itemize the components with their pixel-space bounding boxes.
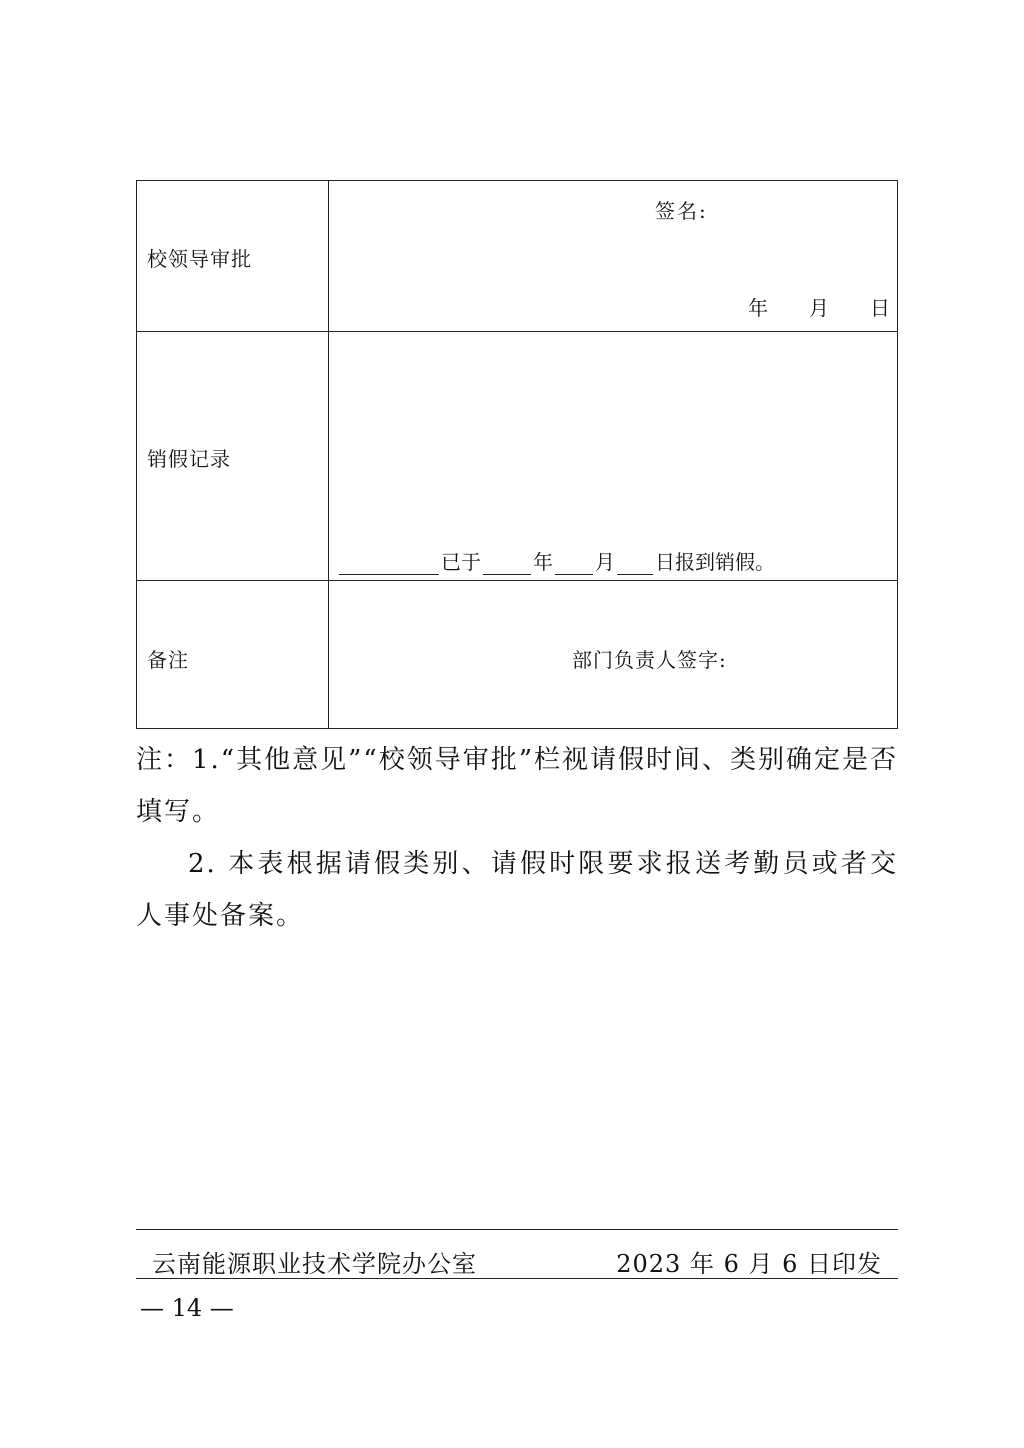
year-blank[interactable]: [483, 554, 531, 575]
day-blank[interactable]: [617, 554, 653, 575]
day-report-text: 日报到销假。: [655, 550, 775, 574]
name-blank[interactable]: [339, 554, 439, 575]
note-1: 注：1.“其他意见”“校领导审批”栏视请假时间、类别确定是否填写。: [136, 745, 898, 827]
signature-label: 签名:: [655, 199, 708, 223]
leave-cancel-record-line: [337, 546, 775, 575]
date-year: 年: [748, 296, 768, 320]
approval-label: 校领导审批: [147, 247, 252, 271]
footer-bottom-rule: [136, 1278, 898, 1279]
date-month: 月: [809, 296, 829, 320]
already-text: 已于: [441, 550, 481, 574]
month-blank[interactable]: [555, 554, 593, 575]
year-text: 年: [533, 550, 553, 574]
date-day: 日: [870, 296, 890, 320]
leave-cancel-label: 销假记录: [147, 447, 231, 471]
note-2: 2. 本表根据请假类别、请假时限要求报送考勤员或者交人事处备案。: [136, 849, 898, 931]
column-divider: [328, 581, 329, 728]
notes-section: [136, 734, 898, 942]
footer-top-rule: [136, 1229, 898, 1230]
dept-head-signature-label: 部门负责人签字:: [572, 648, 727, 672]
column-divider: [328, 332, 329, 580]
remarks-label: 备注: [147, 648, 189, 672]
remarks-row: [137, 580, 897, 728]
footer-organization: 云南能源职业技术学院办公室: [152, 1250, 477, 1278]
column-divider: [328, 181, 329, 331]
month-text: 月: [595, 550, 615, 574]
leave-form-table: [136, 180, 898, 729]
footer-issue-date: 2023 年 6 月 6 日印发: [616, 1250, 882, 1278]
page-number: — 14 —: [140, 1294, 234, 1322]
approval-row: [137, 181, 897, 331]
remarks-content[interactable]: [337, 601, 887, 701]
